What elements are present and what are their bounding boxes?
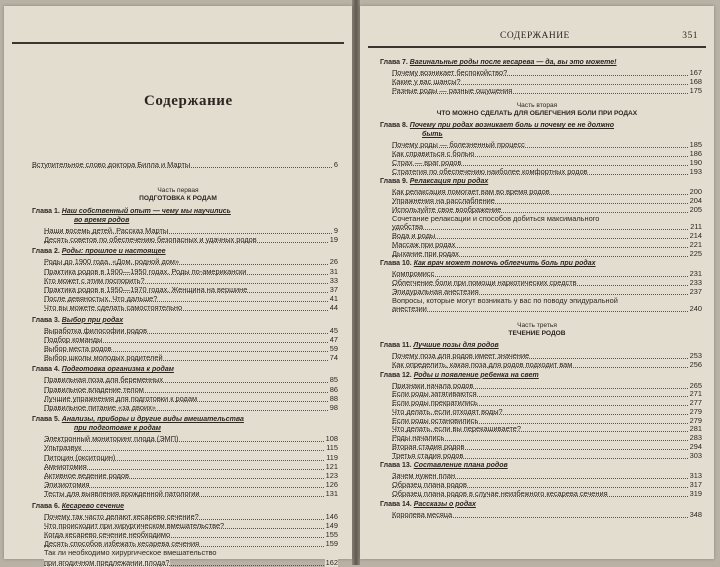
toc-entry-title: Зачем нужен план	[392, 471, 456, 481]
toc-entry-title: Правильное владение телом	[44, 384, 144, 394]
toc-entry[interactable]	[44, 548, 338, 557]
leader-dots	[44, 401, 338, 402]
chapter-label: Глава 2.	[32, 248, 62, 256]
toc-entry-title: Когда кесарево сечение необходимо	[44, 530, 171, 539]
toc-entry-title: Вопросы, которые могут возникать у вас по поводу эпидуральной	[392, 295, 618, 305]
top-rule	[12, 42, 344, 44]
toc-entry[interactable]	[392, 407, 702, 416]
toc-entry-page: 59	[329, 344, 338, 353]
toc-entry-title: Роды начались	[392, 433, 445, 442]
leader-dots	[44, 565, 338, 566]
toc-entry-page: 31	[329, 266, 338, 276]
toc-entry-page: 211	[690, 222, 702, 232]
toc-entry-page: 85	[329, 375, 338, 385]
toc-entry[interactable]	[44, 335, 338, 344]
toc-entry[interactable]	[392, 296, 702, 305]
toc-entry-title: Упражнения на расслабление	[392, 196, 495, 205]
leader-dots	[44, 410, 338, 411]
leader-dots	[44, 469, 338, 470]
toc-entry-title: Роды до 1900 года. «Дом, родной дом»	[44, 257, 180, 267]
toc-entry-title: Что делать, если отходят воды?	[392, 406, 503, 416]
leader-dots	[392, 93, 702, 94]
toc-entry-title: Что происходит при хирургическом вмешательстве?	[44, 520, 225, 530]
toc-entry-title: Используйте свое воображение	[392, 204, 502, 214]
toc-entry-title: Ультразвук	[44, 443, 82, 453]
chapter-heading	[32, 208, 231, 217]
toc-entry-page: 265	[689, 380, 702, 390]
toc-entry[interactable]	[44, 530, 338, 539]
toc-entry-title: Почему возникает беспокойство?	[392, 68, 508, 77]
chapter-title: Рассказы о родах	[413, 500, 476, 508]
part-name: ЧТО МОЖНО СДЕЛАТЬ ДЛЯ ОБЛЕГЧЕНИЯ БОЛИ ПРИ РОДАХ	[436, 110, 638, 118]
running-header: СОДЕРЖАНИЕ	[500, 31, 570, 41]
chapter-title-cont	[74, 425, 161, 434]
leader-dots	[44, 333, 338, 334]
toc-entry-title: Если роды остановились	[392, 415, 479, 425]
leader-dots	[44, 292, 338, 293]
toc-entry-page: 168	[689, 76, 702, 86]
leader-dots	[392, 367, 702, 368]
toc-entry[interactable]	[44, 294, 338, 303]
toc-entry-page: 123	[325, 471, 338, 480]
toc-entry[interactable]	[44, 303, 338, 312]
chapter-title: Выбор при родах	[61, 316, 124, 324]
part-heading	[360, 102, 714, 118]
chapter-heading	[380, 260, 596, 269]
chapter-title: Лучшие позы для родов	[413, 342, 499, 349]
toc-entry-page: 149	[325, 520, 338, 530]
toc-entry[interactable]	[392, 480, 702, 489]
chapter-title-cont	[74, 217, 129, 226]
toc-entry-title: Как определить, какая поза для родов подходит вам	[392, 359, 573, 369]
toc-entry-page: 281	[689, 424, 702, 434]
leader-dots	[44, 441, 338, 442]
toc-entry-page: 175	[689, 85, 702, 95]
toc-entry[interactable]	[44, 235, 338, 244]
leader-dots	[44, 537, 338, 538]
toc-entry-page: 253	[689, 351, 702, 360]
chapter-label: Глава 13.	[380, 462, 414, 470]
toc-entry-title: Практика родов в 1900—1950 годах. Роды по-американски	[44, 266, 247, 276]
toc-entry[interactable]	[392, 351, 702, 360]
toc-entry-title: Что делать, если вы перекашиваете?	[392, 424, 521, 434]
toc-entry[interactable]	[392, 269, 702, 278]
toc-entry-page: 9	[333, 226, 338, 235]
toc-entry-title: Если роды затягиваются	[392, 389, 477, 399]
toc-entry-page: 47	[329, 334, 338, 344]
toc-entry-title: Тесты для выявления врожденной патологии	[44, 489, 200, 499]
toc-entry[interactable]	[44, 489, 338, 498]
leader-dots	[44, 450, 338, 451]
toc-entry[interactable]	[392, 510, 702, 519]
chapter-label: Глава 8.	[380, 122, 410, 130]
toc-entry[interactable]	[392, 196, 702, 205]
toc-entry[interactable]	[44, 480, 338, 489]
toc-entry-title: Почему так часто делают кесарево сечение?	[44, 511, 199, 521]
toc-entry[interactable]	[44, 539, 338, 548]
toc-entry[interactable]	[44, 512, 338, 521]
toc-entry-page: 126	[325, 480, 338, 490]
toc-entry-page: 200	[689, 187, 702, 197]
leader-dots	[44, 342, 338, 343]
toc-entry-page: 108	[325, 434, 338, 444]
part-heading	[360, 322, 714, 338]
toc-entry-title: Десять советов по обеспечению безопасных и удачных родов	[44, 235, 257, 245]
toc-entry[interactable]	[392, 304, 702, 313]
toc-entry-page: 225	[689, 248, 702, 258]
chapter-title: Как врач может помочь облегчить боль при родах	[413, 260, 596, 268]
chapter-heading	[32, 248, 166, 257]
toc-entry[interactable]	[44, 257, 338, 266]
toc-entry-title: Сочетание релаксации и способов добиться максимального	[392, 213, 600, 223]
toc-entry[interactable]	[392, 451, 702, 460]
leader-dots	[44, 301, 338, 302]
toc-entry-page: 348	[689, 509, 702, 519]
chapter-heading	[380, 462, 508, 471]
toc-entry-title: Дыхание при родах	[392, 248, 459, 258]
top-rule	[368, 46, 706, 48]
chapter-label: Глава 3.	[32, 316, 62, 324]
leader-dots	[44, 519, 338, 520]
toc-entry-page: 233	[689, 278, 702, 287]
toc-entry-page: 45	[329, 325, 338, 335]
toc-entry-page: 271	[689, 389, 702, 399]
toc-entry[interactable]	[44, 226, 338, 235]
toc-entry[interactable]	[44, 285, 338, 294]
leader-dots	[392, 458, 702, 459]
leader-dots	[44, 478, 338, 479]
toc-entry[interactable]	[44, 276, 338, 285]
toc-entry-title: Амниотомия	[44, 461, 87, 471]
toc-entry-title: Выбор школы молодых родителей	[44, 353, 163, 363]
leader-dots	[44, 233, 338, 234]
toc-entry[interactable]	[392, 149, 702, 158]
toc-entry-title: Что вы можете сделать самостоятельно	[44, 303, 183, 313]
toc-entry-title: Разные роды — разные ощущения	[392, 85, 513, 95]
toc-entry-title: Наши восемь детей. Рассказ Марты	[44, 226, 169, 235]
leader-dots	[44, 360, 338, 361]
toc-entry-title: Эпидуральная анестезия	[392, 286, 479, 296]
toc-entry-page: 159	[325, 539, 338, 549]
page-title: Содержание	[144, 93, 233, 109]
chapter-heading	[380, 178, 488, 187]
toc-entry[interactable]	[392, 240, 702, 249]
chapter-heading	[380, 501, 476, 510]
toc-entry[interactable]	[392, 77, 702, 86]
toc-entry-page: 190	[689, 157, 702, 167]
chapter-label: Глава 7.	[380, 59, 410, 66]
toc-entry[interactable]	[44, 434, 338, 443]
toc-entry-title: Выработка философии родов	[44, 325, 147, 335]
toc-entry[interactable]	[392, 187, 702, 196]
toc-entry-title: при ягодичном предлежании плода?	[44, 557, 170, 567]
toc-entry-title: Стратегия по обеспечению наиболее комфортных родов	[392, 166, 588, 176]
chapter-label: Глава 12.	[380, 371, 414, 379]
toc-entry-title: Так ли необходимо хирургическое вмешательство	[44, 548, 217, 558]
toc-entry-title: удобства	[392, 222, 424, 232]
toc-entry-page: 19	[329, 235, 338, 245]
toc-entry-page: 185	[689, 140, 702, 150]
toc-entry-title: Правильное питание «за двоих»	[44, 403, 156, 412]
toc-entry[interactable]	[392, 471, 702, 480]
chapter-title: Анализы, приборы и другие виды вмешательства	[61, 416, 244, 424]
chapter-label: Глава 11.	[380, 342, 414, 349]
toc-entry-page: 317	[689, 480, 702, 489]
toc-entry[interactable]	[392, 381, 702, 390]
chapter-label: Глава 1.	[32, 208, 62, 215]
toc-entry-title: Вторая стадия родов	[392, 441, 465, 451]
chapter-label: Глава 9.	[380, 178, 410, 186]
toc-entry[interactable]	[392, 424, 702, 433]
toc-entry[interactable]	[44, 462, 338, 471]
chapter-label: Глава 10.	[380, 260, 414, 268]
chapter-label: Глава 6.	[32, 502, 62, 510]
toc-entry-page: 277	[689, 398, 702, 407]
toc-entry-page: 121	[325, 461, 338, 471]
toc-entry[interactable]	[392, 433, 702, 442]
leader-dots	[44, 496, 338, 497]
chapter-label: Глава 14.	[380, 500, 414, 508]
toc-entry-page: 256	[689, 359, 702, 369]
toc-entry[interactable]	[392, 442, 702, 451]
leader-dots	[44, 310, 338, 311]
toc-entry-page: 41	[329, 294, 338, 304]
toc-entry[interactable]	[392, 360, 702, 369]
toc-entry[interactable]	[44, 375, 338, 384]
chapter-heading	[32, 366, 174, 375]
toc-entry-page: 186	[689, 149, 702, 158]
toc-entry-title: Облегчение боли при помощи наркотических средств	[392, 278, 577, 287]
toc-entry-title: Питоцин (окситоцин)	[44, 452, 116, 462]
toc-entry-title: Какие у вас шансы?	[392, 76, 461, 86]
leader-dots	[392, 496, 702, 497]
toc-entry[interactable]	[392, 222, 702, 231]
toc-entry-page: 279	[689, 415, 702, 425]
toc-entry[interactable]	[392, 158, 702, 167]
leader-dots	[44, 546, 338, 547]
chapter-title: Наш собственный опыт — чему мы научились	[61, 208, 231, 215]
leader-dots	[44, 283, 338, 284]
chapter-heading	[380, 59, 617, 68]
leader-dots	[44, 242, 338, 243]
leader-dots	[392, 517, 702, 518]
toc-entry-title: Страх — враг родов	[392, 157, 462, 167]
toc-entry-title: Образец плана родов в случае неизбежного кесарева сечения	[392, 488, 608, 498]
chapter-title: Вагинальные роды после кесарева — да, вы это можете!	[409, 59, 617, 66]
toc-entry-title: Массаж при родах	[392, 239, 456, 249]
toc-entry-title: Практика родов в 1950—1970 годах. Женщина на вершине	[44, 285, 248, 294]
toc-entry-page: 74	[329, 353, 338, 363]
right-page	[360, 6, 714, 559]
leader-dots	[44, 487, 338, 488]
toc-entry-title: Вода и роды	[392, 231, 436, 240]
toc-entry-page: 155	[325, 530, 338, 539]
toc-entry-page: 294	[689, 441, 702, 451]
part-label: Часть третья	[517, 322, 557, 329]
toc-entry-title: После девяностых. Что дальше?	[44, 294, 158, 304]
toc-entry-page: 237	[689, 286, 702, 296]
toc-entry-page: 162	[325, 557, 338, 567]
toc-entry-title: Эпизиотомия	[44, 480, 90, 490]
toc-entry-title: Почему поза для родов имеет значение	[392, 351, 530, 360]
toc-entry-title: Если роды прекратились	[392, 398, 478, 407]
chapter-title: Кесарево сечение	[61, 502, 125, 510]
toc-entry-title: Электронный мониторинг плода (ЭМП)	[44, 434, 179, 444]
chapter-title: Роды и появление ребенка на свет	[413, 371, 539, 379]
toc-entry[interactable]	[44, 558, 338, 567]
toc-entry-title: Лучшие упражнения для подготовки к родам	[44, 393, 198, 403]
toc-entry-page: 193	[689, 166, 702, 176]
toc-entry[interactable]	[44, 403, 338, 412]
leader-dots	[44, 382, 338, 383]
chapter-title: при подготовке к родам	[74, 425, 161, 433]
left-page	[4, 6, 352, 567]
toc-entry[interactable]	[44, 521, 338, 530]
toc-entry-page: 33	[329, 275, 338, 285]
toc-entry-page: 44	[329, 303, 338, 313]
chapter-heading	[32, 416, 244, 425]
leader-dots	[44, 528, 338, 529]
toc-entry[interactable]	[392, 167, 702, 176]
leader-dots	[44, 264, 338, 265]
toc-entry-page: 119	[326, 452, 338, 462]
toc-entry-page: 146	[325, 511, 338, 521]
toc-entry[interactable]	[44, 443, 338, 452]
toc-entry-page: 98	[329, 403, 338, 412]
toc-entry-title: Компромисс	[392, 269, 435, 279]
toc-entry[interactable]	[44, 326, 338, 335]
toc-entry[interactable]	[392, 278, 702, 287]
toc-entry-page: 37	[329, 285, 338, 294]
toc-entry[interactable]	[392, 214, 702, 223]
leader-dots	[392, 174, 702, 175]
chapter-title-cont	[422, 131, 443, 140]
toc-entry[interactable]	[392, 231, 702, 240]
leader-dots	[392, 311, 702, 312]
toc-entry-page: 204	[689, 196, 702, 205]
book-spine	[352, 0, 360, 565]
toc-entry-page: 115	[326, 443, 338, 453]
toc-entry-title: анестезии	[392, 304, 427, 314]
leader-dots	[44, 460, 338, 461]
toc-entry-title: Почему роды — болезненный процесс	[392, 140, 525, 150]
toc-entry-page: 313	[689, 471, 702, 481]
toc-entry[interactable]	[44, 471, 338, 480]
part-heading: Часть первая ПОДГОТОВКА К РОДАМ	[139, 187, 217, 202]
toc-entry-page: 279	[689, 406, 702, 416]
toc-entry[interactable]	[392, 287, 702, 296]
toc-entry[interactable]	[44, 385, 338, 394]
chapter-title: быть	[422, 131, 443, 139]
toc-entry[interactable]	[392, 389, 702, 398]
chapter-heading	[32, 503, 124, 512]
toc-entry[interactable]	[392, 249, 702, 258]
page-number: 351	[682, 31, 698, 41]
toc-entry-title: Кто может с этим поспорить?	[44, 275, 145, 285]
chapter-label: Глава 4.	[32, 366, 62, 374]
chapter-title: Почему при родах возникает боль и почему ее не должно	[409, 122, 615, 130]
toc-entry-title: Выбор места родов	[44, 344, 112, 353]
toc-entry[interactable]	[44, 453, 338, 462]
toc-entry-page: 283	[689, 433, 702, 442]
toc-entry[interactable]	[392, 205, 702, 214]
leader-dots	[44, 274, 338, 275]
toc-entry[interactable]	[44, 394, 338, 403]
toc-entry[interactable]	[392, 140, 702, 149]
chapter-title: Релаксация при родах	[409, 178, 489, 186]
toc-entry[interactable]	[392, 489, 702, 498]
toc-entry-page: 231	[689, 269, 702, 279]
leader-dots	[44, 351, 338, 352]
toc-entry-page: 303	[689, 450, 702, 460]
toc-entry-page: 167	[689, 68, 702, 77]
chapter-title: во время родов	[74, 217, 130, 224]
toc-entry-title: Королева месяца	[392, 509, 453, 519]
toc-entry-title: Как релаксация помогает вам во время родов	[392, 187, 550, 197]
toc-entry-title: Как справиться с болью	[392, 149, 475, 158]
chapter-label: Глава 5.	[32, 416, 62, 424]
toc-entry-title: Подбор команды	[44, 334, 103, 344]
toc-entry[interactable]	[392, 68, 702, 77]
toc-entry-page: 88	[329, 393, 338, 403]
toc-entry[interactable]	[392, 416, 702, 425]
toc-entry-page: 221	[689, 239, 702, 249]
toc-entry-title: Образец плана родов	[392, 480, 467, 489]
chapter-title: Составление плана родов	[413, 462, 508, 470]
toc-entry[interactable]	[392, 86, 702, 95]
toc-entry-page: 214	[689, 231, 702, 240]
toc-entry-title: Третья стадия родов	[392, 450, 464, 460]
chapter-heading	[380, 342, 499, 351]
toc-entry-title: Правильная поза для беременных	[44, 375, 164, 385]
chapter-heading	[380, 122, 614, 131]
chapter-title: Подготовка организма к родам	[61, 366, 174, 374]
toc-entry[interactable]	[44, 344, 338, 353]
toc-entry[interactable]	[392, 398, 702, 407]
toc-entry-title: Активное ведение родов	[44, 471, 130, 480]
part-label: Часть вторая	[516, 102, 558, 110]
toc-entry-page: 86	[329, 384, 338, 394]
chapter-title: Роды: прошлое и настоящее	[61, 248, 166, 256]
toc-entry[interactable]	[44, 353, 338, 362]
chapter-heading	[380, 372, 539, 381]
toc-entry-page: 240	[689, 304, 702, 314]
toc-entry-page: 319	[689, 488, 702, 498]
toc-entry-title: Десять способов избежать кесарева сечения	[44, 539, 200, 549]
toc-entry-title: Признаки начала родов	[392, 380, 474, 390]
toc-entry[interactable]	[44, 267, 338, 276]
chapter-heading	[32, 317, 123, 326]
leader-dots	[392, 256, 702, 257]
toc-entry-page: 131	[325, 489, 338, 499]
part-name: ТЕЧЕНИЕ РОДОВ	[508, 330, 566, 337]
toc-entry-page: 26	[329, 257, 338, 267]
toc-entry[interactable]: Вступительное слово доктора Билла и Марты 6	[32, 160, 338, 169]
leader-dots	[44, 392, 338, 393]
toc-entry-page: 205	[689, 204, 702, 214]
